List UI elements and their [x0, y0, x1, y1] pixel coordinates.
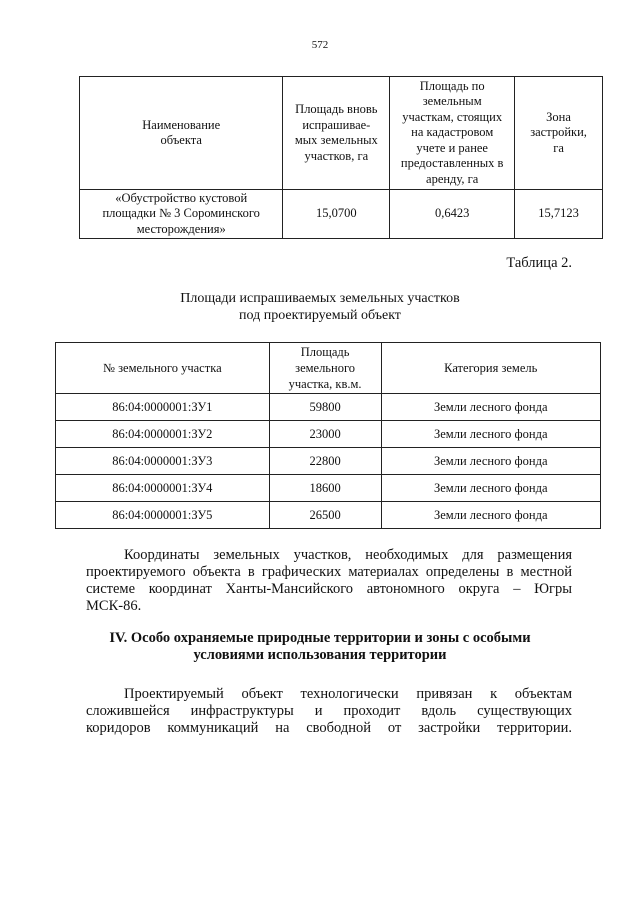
page-number: 572 [311, 39, 329, 51]
land-plots-table [55, 342, 601, 529]
cell-line: площадки № 3 Сороминского [102, 206, 260, 221]
header-new-area [283, 77, 390, 190]
header-plot-number: № земельного участка [56, 343, 270, 394]
header-line: участкам, стоящих [402, 109, 503, 124]
heading-line: IV. Особо охраняемые природные территории и зоны с особыми [109, 630, 531, 646]
header-line: Площадь по [419, 78, 485, 93]
cell-line: месторождения» [136, 221, 226, 236]
table-2-caption: Таблица 2. [506, 255, 572, 271]
header-object-name [80, 77, 283, 190]
new-area-cell: 15,0700 [283, 190, 390, 239]
coordinates-paragraph [86, 547, 572, 615]
table-header-row [80, 77, 603, 190]
plot-id-cell: 86:04:0000001:ЗУ2 [56, 421, 270, 448]
header-line: аренду, га [426, 171, 479, 186]
plot-area-cell: 23000 [269, 421, 381, 448]
plot-category-cell: Земли лесного фонда [381, 394, 601, 421]
header-line: объекта [160, 133, 202, 147]
header-line: Площадь вновь [295, 102, 378, 116]
header-line: предоставленных в [400, 156, 504, 171]
paragraph-line: сложившейся инфраструктуры и проходит вдоль существующих [86, 703, 572, 719]
heading-line: условиями использования территории [193, 647, 447, 663]
header-registered-area [390, 77, 515, 190]
title-line: под проектируемый объект [239, 308, 401, 323]
header-line: участков, га [304, 148, 369, 163]
section-heading [0, 630, 640, 664]
infrastructure-paragraph [86, 686, 572, 737]
plot-id-cell: 86:04:0000001:ЗУ5 [56, 502, 270, 529]
plot-category-cell: Земли лесного фонда [381, 475, 601, 502]
table-header-row [56, 343, 601, 394]
paragraph-line: МСК-86. [86, 598, 142, 614]
table-row [56, 502, 601, 529]
header-line: учете и ранее [416, 140, 488, 155]
plot-area-cell: 18600 [269, 475, 381, 502]
plot-category-cell: Земли лесного фонда [381, 448, 601, 475]
plot-category-cell: Земли лесного фонда [381, 421, 601, 448]
registered-area-cell: 0,6423 [390, 190, 515, 239]
plot-id-cell: 86:04:0000001:ЗУ1 [56, 394, 270, 421]
header-line: земельного [295, 361, 356, 375]
zone-area-cell: 15,7123 [515, 190, 603, 239]
header-line: Наименование [142, 117, 221, 132]
header-line: га [553, 140, 564, 155]
header-line: испрашивае- [302, 117, 371, 132]
header-line: Площадь [300, 345, 350, 359]
paragraph-line: коридоров коммуникаций на свободной от застройки территории. [86, 720, 572, 736]
cell-line: «Обустройство кустовой [115, 190, 248, 205]
plot-area-cell: 59800 [269, 394, 381, 421]
table-row [56, 421, 601, 448]
header-land-category: Категория земель [381, 343, 601, 394]
header-line: участка, кв.м. [288, 377, 362, 391]
header-line: застройки, [530, 125, 587, 140]
header-zone-area [515, 77, 603, 190]
table-row [56, 475, 601, 502]
object-name-cell [80, 190, 283, 239]
plot-id-cell: 86:04:0000001:ЗУ4 [56, 475, 270, 502]
paragraph-line: Проектируемый объект технологически привязан к объектам [124, 686, 572, 702]
title-line: Площади испрашиваемых земельных участков [180, 291, 460, 306]
table-row [56, 394, 601, 421]
table-2-title [0, 290, 640, 324]
plot-area-cell: 22800 [269, 448, 381, 475]
object-area-table [79, 76, 603, 239]
header-line: на кадастровом [411, 125, 494, 140]
table-row [80, 190, 603, 239]
header-line: земельным [422, 94, 482, 109]
paragraph-line: Координаты земельных участков, необходимых для размещения [124, 547, 572, 563]
plot-id-cell: 86:04:0000001:ЗУ3 [56, 448, 270, 475]
plot-category-cell: Земли лесного фонда [381, 502, 601, 529]
header-line: мых земельных [294, 133, 378, 147]
header-plot-area [269, 343, 381, 394]
paragraph-line: проектируемого объекта в графических материалах определены в местной [86, 564, 572, 580]
header-line: Зона [546, 109, 571, 124]
table-row [56, 448, 601, 475]
plot-area-cell: 26500 [269, 502, 381, 529]
paragraph-line: системе координат Ханты-Мансийского автономного округа – Югры [86, 581, 572, 597]
